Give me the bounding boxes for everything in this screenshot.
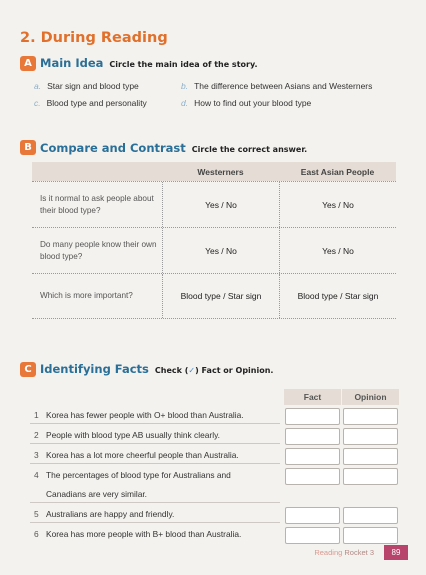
check-mark-icon: ✓ — [188, 366, 196, 375]
option-d[interactable] — [181, 98, 311, 108]
opinion-checkbox-5[interactable] — [343, 507, 398, 524]
col-opinion: Opinion — [342, 389, 399, 405]
row-question: Which is more important? — [40, 291, 133, 301]
divider — [30, 502, 280, 503]
table-row — [32, 181, 396, 227]
opinion-checkbox-6[interactable] — [343, 527, 398, 544]
opinion-checkbox-4[interactable] — [343, 468, 398, 485]
instruction-text: Check ( — [154, 366, 189, 375]
fact-item — [34, 450, 239, 460]
option-text: Blood type and personality — [46, 98, 147, 108]
compare-table-header — [32, 162, 396, 181]
facts-header — [40, 362, 273, 376]
item-text: People with blood type AB usually think clearly. — [46, 430, 220, 440]
opinion-checkbox-3[interactable] — [343, 448, 398, 465]
opinion-checkbox-2[interactable] — [343, 428, 398, 445]
answer-east-asian[interactable]: Yes / No — [279, 182, 396, 227]
item-number: 1 — [34, 410, 39, 420]
fact-checkbox-1[interactable] — [285, 408, 340, 425]
col-east-asian: East Asian People — [300, 166, 375, 177]
badge-b: B — [20, 140, 36, 155]
facts-title: Identifying Facts — [40, 362, 149, 376]
item-text: The percentages of blood type for Australians and — [46, 470, 231, 480]
option-text: Star sign and blood type — [47, 81, 139, 91]
main-idea-instruction: Circle the main idea of the story. — [109, 60, 258, 69]
fact-item — [34, 430, 220, 440]
divider — [30, 463, 280, 464]
row-question: Do many people know their own blood type? — [40, 240, 157, 261]
item-number — [34, 489, 40, 499]
option-c[interactable] — [34, 98, 147, 108]
option-letter: b. — [181, 81, 189, 91]
col-westerners: Westerners — [197, 166, 244, 177]
option-letter: a. — [34, 81, 42, 91]
fact-item — [34, 509, 174, 519]
opinion-checkbox-1[interactable] — [343, 408, 398, 425]
fact-item-continued — [34, 489, 147, 499]
facts-instruction — [155, 366, 274, 375]
compare-table — [32, 162, 396, 319]
book-title-part: Reading — [314, 548, 343, 557]
page-number: 89 — [384, 545, 408, 560]
main-idea-header — [40, 56, 257, 70]
item-number: 5 — [34, 509, 39, 519]
fact-item — [34, 529, 241, 539]
compare-instruction: Circle the correct answer. — [191, 145, 308, 154]
fact-item — [34, 470, 231, 480]
item-number: 4 — [34, 470, 39, 480]
divider — [30, 522, 280, 523]
item-text: Canadians are very similar. — [46, 489, 148, 499]
fact-checkbox-5[interactable] — [285, 507, 340, 524]
answer-westerners[interactable]: Yes / No — [162, 182, 279, 227]
divider — [30, 443, 280, 444]
table-row — [32, 227, 396, 273]
instruction-text: ) Fact or Opinion. — [195, 366, 274, 375]
option-letter: c. — [34, 98, 41, 108]
fact-item — [34, 410, 244, 420]
item-number: 2 — [34, 430, 39, 440]
option-text: How to find out your blood type — [194, 98, 312, 108]
table-row — [32, 273, 396, 319]
answer-east-asian[interactable]: Yes / No — [279, 228, 396, 273]
item-text: Australians are happy and friendly. — [46, 509, 175, 519]
option-a[interactable] — [34, 81, 139, 91]
compare-header — [40, 141, 307, 155]
fact-checkbox-6[interactable] — [285, 527, 340, 544]
item-text: Korea has fewer people with O+ blood than Australia. — [46, 410, 244, 420]
item-text: Korea has a lot more cheerful people than Australia. — [46, 450, 239, 460]
item-number: 3 — [34, 450, 39, 460]
item-number: 6 — [34, 529, 39, 539]
option-letter: d. — [181, 98, 189, 108]
answer-westerners[interactable]: Yes / No — [162, 228, 279, 273]
badge-a: A — [20, 56, 36, 71]
item-text: Korea has more people with B+ blood than Australia. — [46, 529, 242, 539]
divider — [30, 423, 280, 424]
option-b[interactable] — [181, 81, 372, 91]
row-question: Is it normal to ask people about their blood type? — [40, 194, 154, 215]
badge-c: C — [20, 362, 36, 377]
answer-east-asian[interactable]: Blood type / Star sign — [279, 274, 396, 318]
book-title — [314, 548, 374, 557]
compare-title: Compare and Contrast — [40, 141, 186, 155]
fact-checkbox-2[interactable] — [285, 428, 340, 445]
book-title-part: Rocket 3 — [344, 548, 374, 557]
section-title: 2. During Reading — [20, 30, 168, 46]
answer-westerners[interactable]: Blood type / Star sign — [162, 274, 279, 318]
option-text: The difference between Asians and Westerners — [194, 81, 373, 91]
fact-checkbox-3[interactable] — [285, 448, 340, 465]
main-idea-title: Main Idea — [40, 56, 104, 70]
col-fact: Fact — [284, 389, 341, 405]
fact-checkbox-4[interactable] — [285, 468, 340, 485]
